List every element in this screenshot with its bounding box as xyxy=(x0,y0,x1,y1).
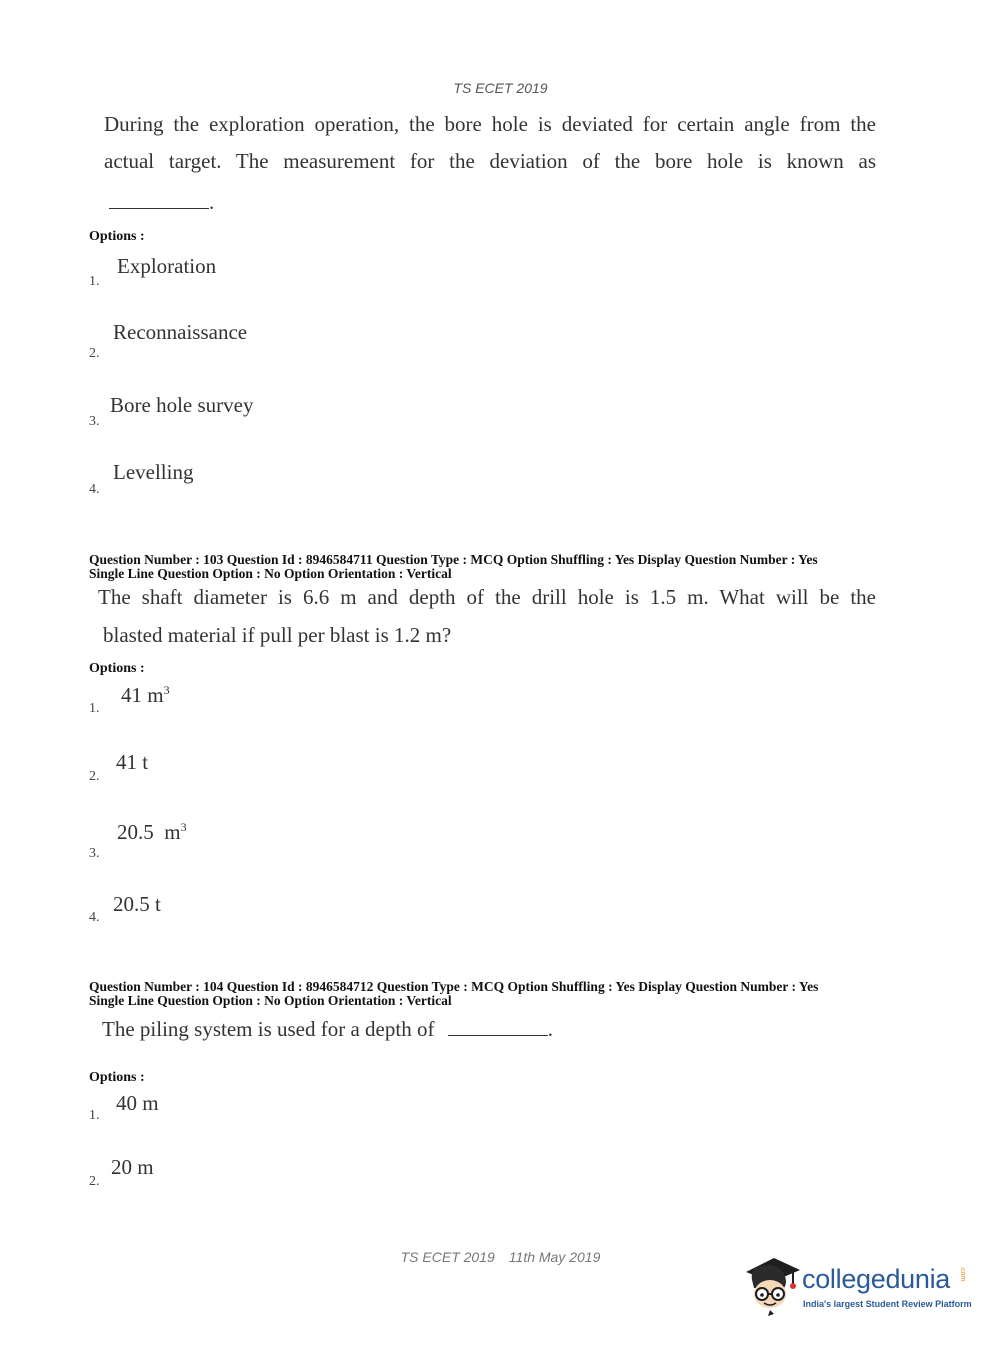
question-104-meta-line-1: Question Number : 104 Question Id : 8946584712 Question Type : MCQ Option Shuffling : Yes Display Question Number : Yes xyxy=(89,979,819,994)
answer-blank xyxy=(448,1017,548,1036)
question-104-meta-line-2: Single Line Question Option : No Option Orientation : Vertical xyxy=(89,993,452,1008)
q103-option-2-text: 41 t xyxy=(116,750,149,774)
q103-option-4-text: 20.5 t xyxy=(113,892,161,916)
question-102-text-line-2: actual target. The measurement for the deviation of the bore hole is known as xyxy=(104,149,876,173)
logo-tagline: India's largest Student Review Platform xyxy=(803,1299,972,1309)
q104-option-1-number: 1. xyxy=(89,1108,100,1123)
answer-blank xyxy=(109,190,209,209)
q103-option-3-value: 20.5 m xyxy=(117,820,181,844)
q104-option-2-text: 20 m xyxy=(111,1155,154,1179)
question-102-text-line-1: During the exploration operation, the bore hole is deviated for certain angle from the xyxy=(104,112,876,136)
q102-option-4-text: Levelling xyxy=(113,460,194,484)
q103-option-3-text xyxy=(117,820,187,845)
page-header-title: TS ECET 2019 xyxy=(453,80,548,96)
q103-option-3-number: 3. xyxy=(89,846,100,861)
logo-wordmark: collegedunia xyxy=(802,1264,951,1294)
question-104-text-line-1: The piling system is used for a depth of xyxy=(102,1017,435,1041)
logo-dotcom: .com xyxy=(959,1266,966,1282)
q103-option-1-value: 41 m xyxy=(121,683,164,707)
question-102-blank xyxy=(109,190,214,215)
question-104-text xyxy=(102,1017,553,1042)
q102-option-1-text: Exploration xyxy=(117,254,217,278)
q104-option-2-number: 2. xyxy=(89,1174,100,1189)
superscript: 3 xyxy=(180,820,187,834)
q102-option-3-text: Bore hole survey xyxy=(110,393,254,417)
question-103-text-line-1: The shaft diameter is 6.6 m and depth of the drill hole is 1.5 m. What will be the xyxy=(98,585,876,609)
q103-option-4-number: 4. xyxy=(89,910,100,925)
question-103-text-line-2: blasted material if pull per blast is 1.2 m? xyxy=(103,623,452,647)
end-punctuation: . xyxy=(209,190,215,214)
options-label: Options : xyxy=(89,661,145,676)
q102-option-1-number: 1. xyxy=(89,274,100,289)
collegedunia-logo xyxy=(740,1250,970,1320)
question-103-meta-line-2: Single Line Question Option : No Option Orientation : Vertical xyxy=(89,566,452,581)
q103-option-1-text xyxy=(121,683,170,708)
question-103-meta-line-1: Question Number : 103 Question Id : 8946584711 Question Type : MCQ Option Shuffling : Yes Display Question Number : Yes xyxy=(89,552,818,567)
options-label: Options : xyxy=(89,229,145,244)
footer-date: 11th May 2019 xyxy=(508,1249,601,1265)
options-label: Options : xyxy=(89,1070,145,1085)
footer-exam: TS ECET 2019 xyxy=(400,1249,495,1265)
q102-option-2-number: 2. xyxy=(89,346,100,361)
q102-option-3-number: 3. xyxy=(89,414,100,429)
q102-option-2-text: Reconnaissance xyxy=(113,320,248,344)
superscript: 3 xyxy=(163,683,170,697)
q103-option-1-number: 1. xyxy=(89,701,100,716)
end-punctuation: . xyxy=(547,1017,553,1041)
q102-option-4-number: 4. xyxy=(89,482,100,497)
q104-option-1-text: 40 m xyxy=(116,1091,159,1115)
mascot-icon xyxy=(740,1250,802,1318)
q103-option-2-number: 2. xyxy=(89,769,100,784)
